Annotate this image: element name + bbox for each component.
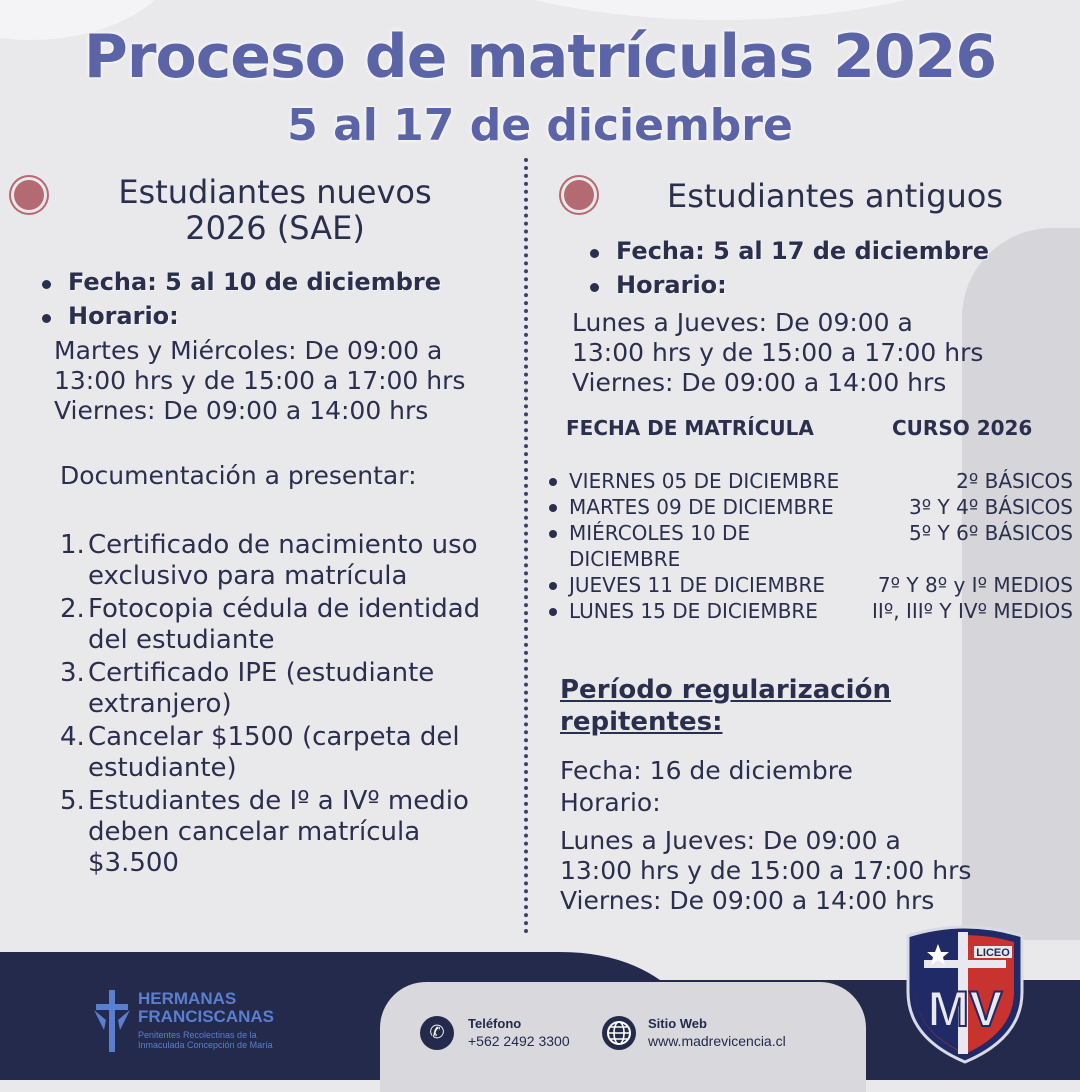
antiguos-horario-detail: Lunes a Jueves: De 09:00 a 13:00 hrs y de 15:00 a 17:00 hrs Viernes: De 09:00 a 14:00 hrs xyxy=(572,308,984,397)
documento-item: 1. Certificado de nacimiento uso exclusivo para matrícula xyxy=(60,530,478,591)
table-header-fecha: FECHA DE MATRÍCULA xyxy=(566,416,814,440)
nuevos-heading: Estudiantes nuevos 2026 (SAE) xyxy=(118,173,432,247)
page-title: Proceso de matrículas 2026 xyxy=(83,22,997,92)
background-arc-top xyxy=(360,0,1080,20)
documento-item: 2. Fotocopia cédula de identidad del estudiante xyxy=(60,594,481,655)
org-subtitle: Penitentes Recolectinas de la Inmaculada Concepción de María xyxy=(138,1030,273,1050)
liceo-crest-logo xyxy=(904,922,1026,1064)
documento-item: 3. Certificado IPE (estudiante extranjero) xyxy=(60,658,435,719)
crest-text: LICEO xyxy=(976,947,1010,959)
table-row: MARTES 09 DE DICIEMBRE 3º Y 4º BÁSICOS xyxy=(545,494,1073,520)
table-row: LUNES 15 DE DICIEMBRE IIº, IIIº Y IVº MEDIOS xyxy=(545,598,1073,624)
section-bullet-icon xyxy=(14,180,44,210)
phone-icon: ✆ xyxy=(420,1016,454,1050)
documento-item: 5. Estudiantes de Iº a IVº medio deben cancelar matrícula $3.500 xyxy=(60,786,469,878)
web-label: Sitio Web xyxy=(648,1016,707,1031)
antiguos-horario: Horario: xyxy=(586,268,989,302)
table-row: JUEVES 11 DE DICIEMBRE 7º Y 8º y Iº MEDIOS xyxy=(545,572,1073,598)
nuevos-fecha: Fecha: 5 al 10 de diciembre xyxy=(38,265,441,299)
table-row: MIÉRCOLES 10 DE DICIEMBRE 5º Y 6º BÁSICOS xyxy=(545,520,1073,572)
regularizacion-fecha: Fecha: 16 de diciembre xyxy=(560,756,853,785)
nuevos-horario-detail: Martes y Miércoles: De 09:00 a 13:00 hrs y de 15:00 a 17:00 hrs Viernes: De 09:00 a 14:00 hrs xyxy=(54,336,466,425)
table-header-curso: CURSO 2026 xyxy=(892,416,1033,440)
crest-letters: MV xyxy=(927,981,1003,1037)
documentacion-heading: Documentación a presentar: xyxy=(60,461,417,490)
documento-item: 4. Cancelar $1500 (carpeta del estudiante) xyxy=(60,722,460,783)
documentos-list xyxy=(60,530,490,881)
section-bullet-icon xyxy=(564,180,594,210)
antiguos-heading: Estudiantes antiguos xyxy=(666,177,1004,215)
nuevos-info-list xyxy=(38,265,441,333)
regularizacion-horario-detail: Lunes a Jueves: De 09:00 a 13:00 hrs y de 15:00 a 17:00 hrs Viernes: De 09:00 a 14:00 hrs xyxy=(560,826,972,915)
nuevos-horario: Horario: xyxy=(38,299,441,333)
org-name: HERMANAS FRANCISCANAS xyxy=(138,989,274,1026)
page-subtitle: 5 al 17 de diciembre xyxy=(287,100,793,151)
table-row: VIERNES 05 DE DICIEMBRE 2º BÁSICOS xyxy=(545,468,1073,494)
telefono-value[interactable]: +562 2492 3300 xyxy=(468,1033,570,1049)
antiguos-info-list xyxy=(586,234,989,302)
globe-icon xyxy=(602,1016,636,1050)
column-divider xyxy=(524,158,528,934)
antiguos-fecha: Fecha: 5 al 17 de diciembre xyxy=(586,234,989,268)
web-link[interactable]: www.madrevicencia.cl xyxy=(648,1033,786,1049)
franciscan-cross-icon xyxy=(92,990,132,1052)
regularizacion-heading: Período regularización repitentes: xyxy=(560,675,891,737)
regularizacion-horario-label: Horario: xyxy=(560,788,661,817)
telefono-label: Teléfono xyxy=(468,1016,522,1031)
